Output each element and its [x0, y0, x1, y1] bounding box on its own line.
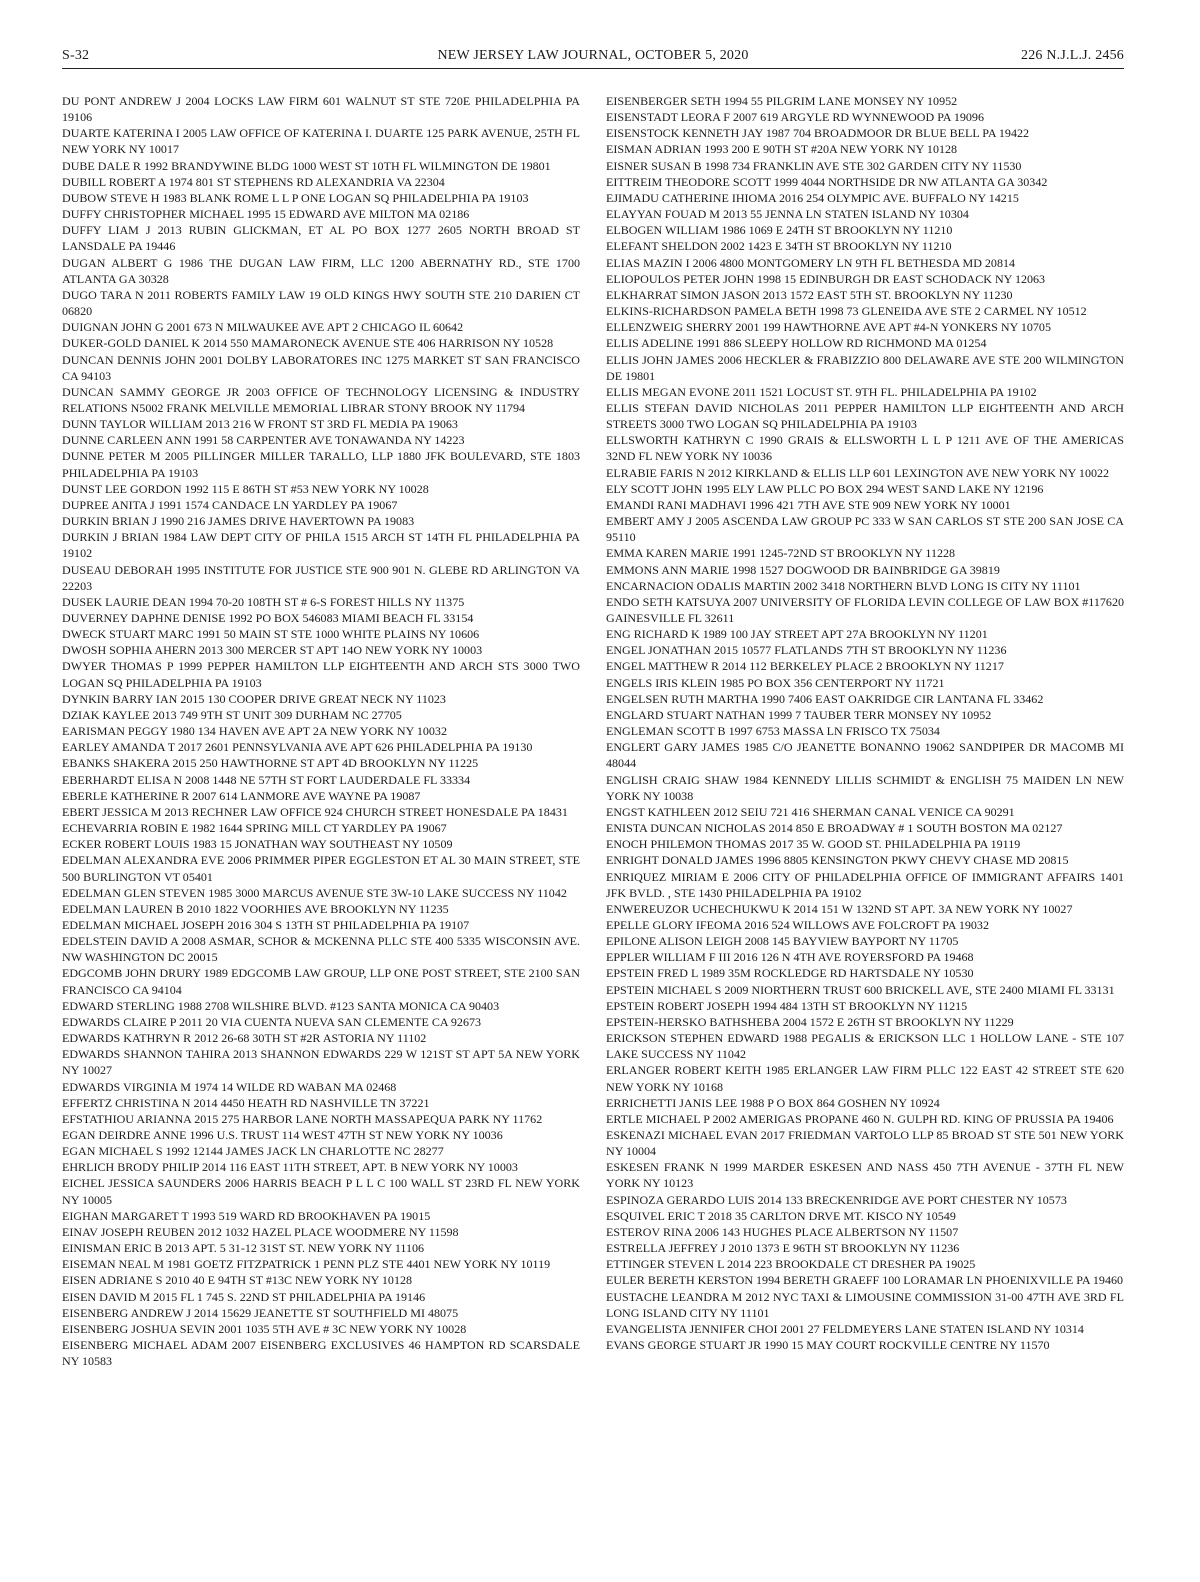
directory-entry: EISNER SUSAN B 1998 734 FRANKLIN AVE STE 302 GARDEN CITY NY 11530	[606, 158, 1022, 173]
directory-entry: DUNN TAYLOR WILLIAM 2013 216 W FRONT ST 3RD FL MEDIA PA 19063	[62, 417, 458, 432]
page-header	[62, 48, 1124, 68]
directory-entry: ENGELS IRIS KLEIN 1985 PO BOX 356 CENTERPORT NY 11721	[606, 675, 945, 690]
directory-entry: ERRICHETTI JANIS LEE 1988 P O BOX 864 GOSHEN NY 10924	[606, 1095, 940, 1110]
directory-entry: ENGLEMAN SCOTT B 1997 6753 MASSA LN FRISCO TX 75034	[606, 724, 940, 739]
directory-entry: EDGCOMB JOHN DRURY 1989 EDGCOMB LAW GROUP, LLP ONE POST STREET, STE 2100 SAN FRANCISCO CA 94104	[62, 966, 580, 997]
directory-entry: EISENBERG ANDREW J 2014 15629 JEANETTE ST SOUTHFIELD MI 48075	[62, 1305, 459, 1320]
directory-entry: EARISMAN PEGGY 1980 134 HAVEN AVE APT 2A NEW YORK NY 10032	[62, 724, 447, 739]
directory-entry: ENCARNACION ODALIS MARTIN 2002 3418 NORTHERN BLVD LONG IS CITY NY 11101	[606, 578, 1081, 593]
directory-entry: DUNCAN SAMMY GEORGE JR 2003 OFFICE OF TECHNOLOGY LICENSING & INDUSTRY RELATIONS N5002 FRANK MELVILLE MEMORIAL LIBRAR STONY BROOK NY 11794	[62, 384, 580, 415]
directory-entry: EISMAN ADRIAN 1993 200 E 90TH ST #20A NEW YORK NY 10128	[606, 142, 958, 157]
directory-entry: EISENSTOCK KENNETH JAY 1987 704 BROADMOOR DR BLUE BELL PA 19422	[606, 126, 1030, 141]
directory-entry: ECHEVARRIA ROBIN E 1982 1644 SPRING MILL CT YARDLEY PA 19067	[62, 821, 447, 836]
directory-entry: EHRLICH BRODY PHILIP 2014 116 EAST 11TH STREET, APT. B NEW YORK NY 10003	[62, 1160, 518, 1175]
publication-title: NEW JERSEY LAW JOURNAL, OCTOBER 5, 2020	[437, 48, 749, 63]
directory-entry: EDWARDS SHANNON TAHIRA 2013 SHANNON EDWARDS 229 W 121ST ST APT 5A NEW YORK NY 10027	[62, 1047, 580, 1078]
directory-entry: ENWEREUZOR UCHECHUKWU K 2014 151 W 132ND ST APT. 3A NEW YORK NY 10027	[606, 901, 1073, 916]
directory-entry: ENGST KATHLEEN 2012 SEIU 721 416 SHERMAN CANAL VENICE CA 90291	[606, 804, 1015, 819]
directory-entry: EISENBERG JOSHUA SEVIN 2001 1035 5TH AVE # 3C NEW YORK NY 10028	[62, 1321, 467, 1336]
directory-entry: ENG RICHARD K 1989 100 JAY STREET APT 27A BROOKLYN NY 11201	[606, 627, 988, 642]
directory-entry: ENGLERT GARY JAMES 1985 C/O JEANETTE BONANNO 19062 SANDPIPER DR MACOMB MI 48044	[606, 740, 1124, 771]
directory-entry: ENGLISH CRAIG SHAW 1984 KENNEDY LILLIS SCHMIDT & ENGLISH 75 MAIDEN LN NEW YORK NY 10038	[606, 772, 1124, 803]
directory-entry: EDWARD STERLING 1988 2708 WILSHIRE BLVD. #123 SANTA MONICA CA 90403	[62, 998, 500, 1013]
directory-entry: ENGEL JONATHAN 2015 10577 FLATLANDS 7TH ST BROOKLYN NY 11236	[606, 643, 1007, 658]
directory-entry: ENGLARD STUART NATHAN 1999 7 TAUBER TERR MONSEY NY 10952	[606, 707, 992, 722]
directory-entry: ELLIS JOHN JAMES 2006 HECKLER & FRABIZZIO 800 DELAWARE AVE STE 200 WILMINGTON DE 19801	[606, 352, 1124, 383]
directory-entry: ESKESEN FRANK N 1999 MARDER ESKESEN AND NASS 450 7TH AVENUE - 37TH FL NEW YORK NY 10123	[606, 1160, 1124, 1191]
directory-entry: EISENSTADT LEORA F 2007 619 ARGYLE RD WYNNEWOOD PA 19096	[606, 110, 984, 125]
directory-entry: EISEMAN NEAL M 1981 GOETZ FITZPATRICK 1 PENN PLZ STE 4401 NEW YORK NY 10119	[62, 1257, 551, 1272]
left-column	[62, 93, 580, 1369]
directory-entry: ELIOPOULOS PETER JOHN 1998 15 EDINBURGH DR EAST SCHODACK NY 12063	[606, 271, 1046, 286]
directory-entry: ESPINOZA GERARDO LUIS 2014 133 BRECKENRIDGE AVE PORT CHESTER NY 10573	[606, 1192, 1067, 1207]
directory-entry: EVANGELISTA JENNIFER CHOI 2001 27 FELDMEYERS LANE STATEN ISLAND NY 10314	[606, 1321, 1084, 1336]
directory-entry: DUNNE PETER M 2005 PILLINGER MILLER TARALLO, LLP 1880 JFK BOULEVARD, STE 1803 PHILADELPHIA PA 19103	[62, 449, 580, 480]
directory-entry: DUSEAU DEBORAH 1995 INSTITUTE FOR JUSTICE STE 900 901 N. GLEBE RD ARLINGTON VA 22203	[62, 562, 580, 593]
directory-entry: DURKIN J BRIAN 1984 LAW DEPT CITY OF PHILA 1515 ARCH ST 14TH FL PHILADELPHIA PA 19102	[62, 530, 580, 561]
directory-entry: ELIAS MAZIN I 2006 4800 MONTGOMERY LN 9TH FL BETHESDA MD 20814	[606, 255, 1016, 270]
directory-entry: ERICKSON STEPHEN EDWARD 1988 PEGALIS & ERICKSON LLC 1 HOLLOW LANE - STE 107 LAKE SUCCESS NY 11042	[606, 1031, 1124, 1062]
directory-entry: ELLIS ADELINE 1991 886 SLEEPY HOLLOW RD RICHMOND MA 01254	[606, 336, 987, 351]
directory-entry: EGAN DEIRDRE ANNE 1996 U.S. TRUST 114 WEST 47TH ST NEW YORK NY 10036	[62, 1128, 503, 1142]
directory-entry: EICHEL JESSICA SAUNDERS 2006 HARRIS BEACH P L L C 100 WALL ST 23RD FL NEW YORK NY 10005	[62, 1176, 580, 1207]
directory-entry: EPPLER WILLIAM F III 2016 126 N 4TH AVE ROYERSFORD PA 19468	[606, 950, 974, 965]
directory-entry: EDELMAN LAUREN B 2010 1822 VOORHIES AVE BROOKLYN NY 11235	[62, 901, 449, 916]
directory-entry: DUPREE ANITA J 1991 1574 CANDACE LN YARDLEY PA 19067	[62, 497, 398, 512]
directory-entry: ELKINS-RICHARDSON PAMELA BETH 1998 73 GLENEIDA AVE STE 2 CARMEL NY 10512	[606, 304, 1087, 319]
directory-entry: EINAV JOSEPH REUBEN 2012 1032 HAZEL PLACE WOODMERE NY 11598	[62, 1224, 459, 1239]
directory-entry: EGAN MICHAEL S 1992 12144 JAMES JACK LN CHARLOTTE NC 28277	[62, 1144, 444, 1159]
directory-entry: ELAYYAN FOUAD M 2013 55 JENNA LN STATEN ISLAND NY 10304	[606, 207, 969, 222]
directory-entry: DU PONT ANDREW J 2004 LOCKS LAW FIRM 601 WALNUT ST STE 720E PHILADELPHIA PA 19106	[62, 94, 580, 125]
directory-entry: DWOSH SOPHIA AHERN 2013 300 MERCER ST APT 14O NEW YORK NY 10003	[62, 643, 483, 658]
directory-entry: DURKIN BRIAN J 1990 216 JAMES DRIVE HAVERTOWN PA 19083	[62, 514, 415, 529]
directory-entry: ELLENZWEIG SHERRY 2001 199 HAWTHORNE AVE APT #4-N YONKERS NY 10705	[606, 320, 1051, 335]
right-column	[606, 93, 1124, 1353]
directory-entry: EIGHAN MARGARET T 1993 519 WARD RD BROOKHAVEN PA 19015	[62, 1208, 431, 1223]
directory-entry: EPELLE GLORY IFEOMA 2016 524 WILLOWS AVE FOLCROFT PA 19032	[606, 917, 989, 932]
directory-entry: ESTEROV RINA 2006 143 HUGHES PLACE ALBERTSON NY 11507	[606, 1224, 959, 1239]
directory-entry: ELKHARRAT SIMON JASON 2013 1572 EAST 5TH ST. BROOKLYN NY 11230	[606, 287, 1013, 302]
directory-entry: DUGAN ALBERT G 1986 THE DUGAN LAW FIRM, LLC 1200 ABERNATHY RD., STE 1700 ATLANTA GA 30328	[62, 255, 580, 286]
directory-entry: EMBERT AMY J 2005 ASCENDA LAW GROUP PC 333 W SAN CARLOS ST STE 200 SAN JOSE CA 95110	[606, 514, 1124, 545]
directory-entry: EPSTEIN MICHAEL S 2009 NIORTHERN TRUST 600 BRICKELL AVE, STE 2400 MIAMI FL 33131	[606, 982, 1115, 997]
directory-entry: ECKER ROBERT LOUIS 1983 15 JONATHAN WAY SOUTHEAST NY 10509	[62, 837, 453, 852]
directory-entry: EDWARDS CLAIRE P 2011 20 VIA CUENTA NUEVA SAN CLEMENTE CA 92673	[62, 1014, 482, 1029]
directory-entry: ELBOGEN WILLIAM 1986 1069 E 24TH ST BROOKLYN NY 11210	[606, 223, 953, 238]
directory-entry: DWYER THOMAS P 1999 PEPPER HAMILTON LLP EIGHTEENTH AND ARCH STS 3000 TWO LOGAN SQ PHILADELPHIA PA 19103	[62, 659, 580, 690]
directory-entry: DUFFY LIAM J 2013 RUBIN GLICKMAN, ET AL PO BOX 1277 2605 NORTH BROAD ST LANSDALE PA 19446	[62, 223, 580, 254]
directory-entry: EISEN DAVID M 2015 FL 1 745 S. 22ND ST PHILADELPHIA PA 19146	[62, 1289, 426, 1304]
directory-entry: ELLIS MEGAN EVONE 2011 1521 LOCUST ST. 9TH FL. PHILADELPHIA PA 19102	[606, 384, 1037, 399]
directory-entry: EDELSTEIN DAVID A 2008 ASMAR, SCHOR & MCKENNA PLLC STE 400 5335 WISCONSIN AVE. NW WASHINGTON DC 20015	[62, 934, 580, 965]
directory-entry: ENRIQUEZ MIRIAM E 2006 CITY OF PHILADELPHIA OFFICE OF IMMIGRANT AFFAIRS 1401 JFK BVLD. , STE 1430 PHILADELPHIA PA 19102	[606, 869, 1124, 900]
directory-entry: DUGO TARA N 2011 ROBERTS FAMILY LAW 19 OLD KINGS HWY SOUTH STE 210 DARIEN CT 06820	[62, 287, 580, 319]
directory-entry: DUBE DALE R 1992 BRANDYWINE BLDG 1000 WEST ST 10TH FL WILMINGTON DE 19801	[62, 158, 551, 173]
directory-entry: EVANS GEORGE STUART JR 1990 15 MAY COURT ROCKVILLE CENTRE NY 11570	[606, 1338, 1050, 1353]
directory-entry: DUNST LEE GORDON 1992 115 E 86TH ST #53 NEW YORK NY 10028	[62, 481, 429, 496]
directory-entry: EFSTATHIOU ARIANNA 2015 275 HARBOR LANE NORTH MASSAPEQUA PARK NY 11762	[62, 1111, 543, 1126]
directory-entry: ELLSWORTH KATHRYN C 1990 GRAIS & ELLSWORTH L L P 1211 AVE OF THE AMERICAS 32ND FL NEW YORK NY 10036	[606, 433, 1124, 464]
directory-entry: EMANDI RANI MADHAVI 1996 421 7TH AVE STE 909 NEW YORK NY 10001	[606, 497, 1011, 512]
directory-entry: ESQUIVEL ERIC T 2018 35 CARLTON DRVE MT. KISCO NY 10549	[606, 1208, 956, 1223]
directory-entry: EMMONS ANN MARIE 1998 1527 DOGWOOD DR BAINBRIDGE GA 39819	[606, 562, 1000, 577]
directory-entry: EULER BERETH KERSTON 1994 BERETH GRAEFF 100 LORAMAR LN PHOENIXVILLE PA 19460	[606, 1273, 1124, 1288]
page-number: S-32	[62, 48, 90, 63]
header-rule	[62, 68, 1124, 69]
directory-entry: EISENBERG MICHAEL ADAM 2007 EISENBERG EXCLUSIVES 46 HAMPTON RD SCARSDALE NY 10583	[62, 1338, 580, 1369]
directory-entry: ELRABIE FARIS N 2012 KIRKLAND & ELLIS LLP 601 LEXINGTON AVE NEW YORK NY 10022	[606, 465, 1110, 480]
directory-entry: EBANKS SHAKERA 2015 250 HAWTHORNE ST APT 4D BROOKLYN NY 11225	[62, 756, 479, 771]
directory-entry: ENDO SETH KATSUYA 2007 UNIVERSITY OF FLORIDA LEVIN COLLEGE OF LAW BOX #117620 GAINESVILLE FL 32611	[606, 594, 1124, 625]
directory-entry: ENRIGHT DONALD JAMES 1996 8805 KENSINGTON PKWY CHEVY CHASE MD 20815	[606, 853, 1069, 868]
directory-entry: EDWARDS VIRGINIA M 1974 14 WILDE RD WABAN MA 02468	[62, 1079, 397, 1094]
directory-entry: DYNKIN BARRY IAN 2015 130 COOPER DRIVE GREAT NECK NY 11023	[62, 691, 446, 706]
directory-entry: DUNCAN DENNIS JOHN 2001 DOLBY LABORATORES INC 1275 MARKET ST SAN FRANCISCO CA 94103	[62, 352, 580, 383]
directory-entry: DUIGNAN JOHN G 2001 673 N MILWAUKEE AVE APT 2 CHICAGO IL 60642	[62, 320, 464, 335]
directory-entry: EJIMADU CATHERINE IHIOMA 2016 254 OLYMPIC AVE. BUFFALO NY 14215	[606, 190, 1019, 205]
directory-entry: EPILONE ALISON LEIGH 2008 145 BAYVIEW BAYPORT NY 11705	[606, 934, 959, 949]
directory-entry: EBERHARDT ELISA N 2008 1448 NE 57TH ST FORT LAUDERDALE FL 33334	[62, 772, 471, 787]
directory-entry: EFFERTZ CHRISTINA N 2014 4450 HEATH RD NASHVILLE TN 37221	[62, 1095, 430, 1110]
directory-entry: EDELMAN GLEN STEVEN 1985 3000 MARCUS AVENUE STE 3W-10 LAKE SUCCESS NY 11042	[62, 885, 567, 900]
directory-entry: DUBILL ROBERT A 1974 801 ST STEPHENS RD ALEXANDRIA VA 22304	[62, 174, 445, 189]
directory-entry: EPSTEIN ROBERT JOSEPH 1994 484 13TH ST BROOKLYN NY 11215	[606, 998, 968, 1013]
directory-entry: EARLEY AMANDA T 2017 2601 PENNSYLVANIA AVE APT 626 PHILADELPHIA PA 19130	[62, 740, 533, 755]
citation: 226 N.J.L.J. 2456	[1021, 48, 1124, 63]
directory-entry: EDELMAN MICHAEL JOSEPH 2016 304 S 13TH ST PHILADELPHIA PA 19107	[62, 917, 470, 932]
directory-entry: EISEN ADRIANE S 2010 40 E 94TH ST #13C NEW YORK NY 10128	[62, 1273, 413, 1288]
directory-entry: DUBOW STEVE H 1983 BLANK ROME L L P ONE LOGAN SQ PHILADELPHIA PA 19103	[62, 190, 529, 205]
directory-entry: EDWARDS KATHRYN R 2012 26-68 30TH ST #2R ASTORIA NY 11102	[62, 1031, 427, 1046]
directory-entry: EINISMAN ERIC B 2013 APT. 5 31-12 31ST ST. NEW YORK NY 11106	[62, 1241, 425, 1256]
directory-entry: DUNNE CARLEEN ANN 1991 58 CARPENTER AVE TONAWANDA NY 14223	[62, 433, 465, 448]
directory-entry: ENGEL MATTHEW R 2014 112 BERKELEY PLACE 2 BROOKLYN NY 11217	[606, 659, 1004, 674]
directory-entry: DUFFY CHRISTOPHER MICHAEL 1995 15 EDWARD AVE MILTON MA 02186	[62, 207, 470, 222]
directory-entry: ELEFANT SHELDON 2002 1423 E 34TH ST BROOKLYN NY 11210	[606, 239, 952, 254]
directory-entry: EBERT JESSICA M 2013 RECHNER LAW OFFICE 924 CHURCH STREET HONESDALE PA 18431	[62, 804, 568, 819]
directory-entry: DUKER-GOLD DANIEL K 2014 550 MAMARONECK AVENUE STE 406 HARRISON NY 10528	[62, 336, 554, 351]
directory-entry: ENGELSEN RUTH MARTHA 1990 7406 EAST OAKRIDGE CIR LANTANA FL 33462	[606, 691, 1044, 706]
directory-entry: ERTLE MICHAEL P 2002 AMERIGAS PROPANE 460 N. GULPH RD. KING OF PRUSSIA PA 19406	[606, 1111, 1114, 1126]
directory-entry: ELY SCOTT JOHN 1995 ELY LAW PLLC PO BOX 294 WEST SAND LAKE NY 12196	[606, 481, 1044, 496]
directory-entry: EPSTEIN-HERSKO BATHSHEBA 2004 1572 E 26TH ST BROOKLYN NY 11229	[606, 1014, 1014, 1029]
directory-entry: EPSTEIN FRED L 1989 35M ROCKLEDGE RD HARTSDALE NY 10530	[606, 966, 974, 981]
directory-entry: EMMA KAREN MARIE 1991 1245-72ND ST BROOKLYN NY 11228	[606, 546, 956, 561]
directory-entry: DUARTE KATERINA I 2005 LAW OFFICE OF KATERINA I. DUARTE 125 PARK AVENUE, 25TH FL NEW YORK NY 10017	[62, 126, 580, 157]
directory-entry: ESKENAZI MICHAEL EVAN 2017 FRIEDMAN VARTOLO LLP 85 BROAD ST STE 501 NEW YORK NY 10004	[606, 1128, 1124, 1159]
directory-entry: EISENBERGER SETH 1994 55 PILGRIM LANE MONSEY NY 10952	[606, 94, 958, 108]
directory-entry: EBERLE KATHERINE R 2007 614 LANMORE AVE WAYNE PA 19087	[62, 788, 421, 803]
directory-entry: EUSTACHE LEANDRA M 2012 NYC TAXI & LIMOUSINE COMMISSION 31-00 47TH AVE 3RD FL LONG ISLAND CITY NY 11101	[606, 1289, 1124, 1320]
directory-entry: ENOCH PHILEMON THOMAS 2017 35 W. GOOD ST. PHILADELPHIA PA 19119	[606, 837, 1021, 852]
directory-entry: ELLIS STEFAN DAVID NICHOLAS 2011 PEPPER HAMILTON LLP EIGHTEENTH AND ARCH STREETS 3000 TWO LOGAN SQ PHILADELPHIA PA 19103	[606, 400, 1124, 432]
directory-entry: EDELMAN ALEXANDRA EVE 2006 PRIMMER PIPER EGGLESTON ET AL 30 MAIN STREET, STE 500 BURLINGTON VT 05401	[62, 853, 580, 884]
directory-entry: EITTREIM THEODORE SCOTT 1999 4044 NORTHSIDE DR NW ATLANTA GA 30342	[606, 174, 1048, 189]
directory-entry: ETTINGER STEVEN L 2014 223 BROOKDALE CT DRESHER PA 19025	[606, 1257, 976, 1272]
directory-entry: DWECK STUART MARC 1991 50 MAIN ST STE 1000 WHITE PLAINS NY 10606	[62, 627, 480, 642]
directory-entry: DUVERNEY DAPHNE DENISE 1992 PO BOX 546083 MIAMI BEACH FL 33154	[62, 611, 474, 625]
directory-entry: ENISTA DUNCAN NICHOLAS 2014 850 E BROADWAY # 1 SOUTH BOSTON MA 02127	[606, 821, 1063, 836]
directory-entry: ESTRELLA JEFFREY J 2010 1373 E 96TH ST BROOKLYN NY 11236	[606, 1241, 960, 1256]
directory-entry: ERLANGER ROBERT KEITH 1985 ERLANGER LAW FIRM PLLC 122 EAST 42 STREET STE 620 NEW YORK NY 10168	[606, 1063, 1124, 1094]
directory-entry: DZIAK KAYLEE 2013 749 9TH ST UNIT 309 DURHAM NC 27705	[62, 707, 402, 722]
directory-entry: DUSEK LAURIE DEAN 1994 70-20 108TH ST # 6-S FOREST HILLS NY 11375	[62, 594, 465, 609]
